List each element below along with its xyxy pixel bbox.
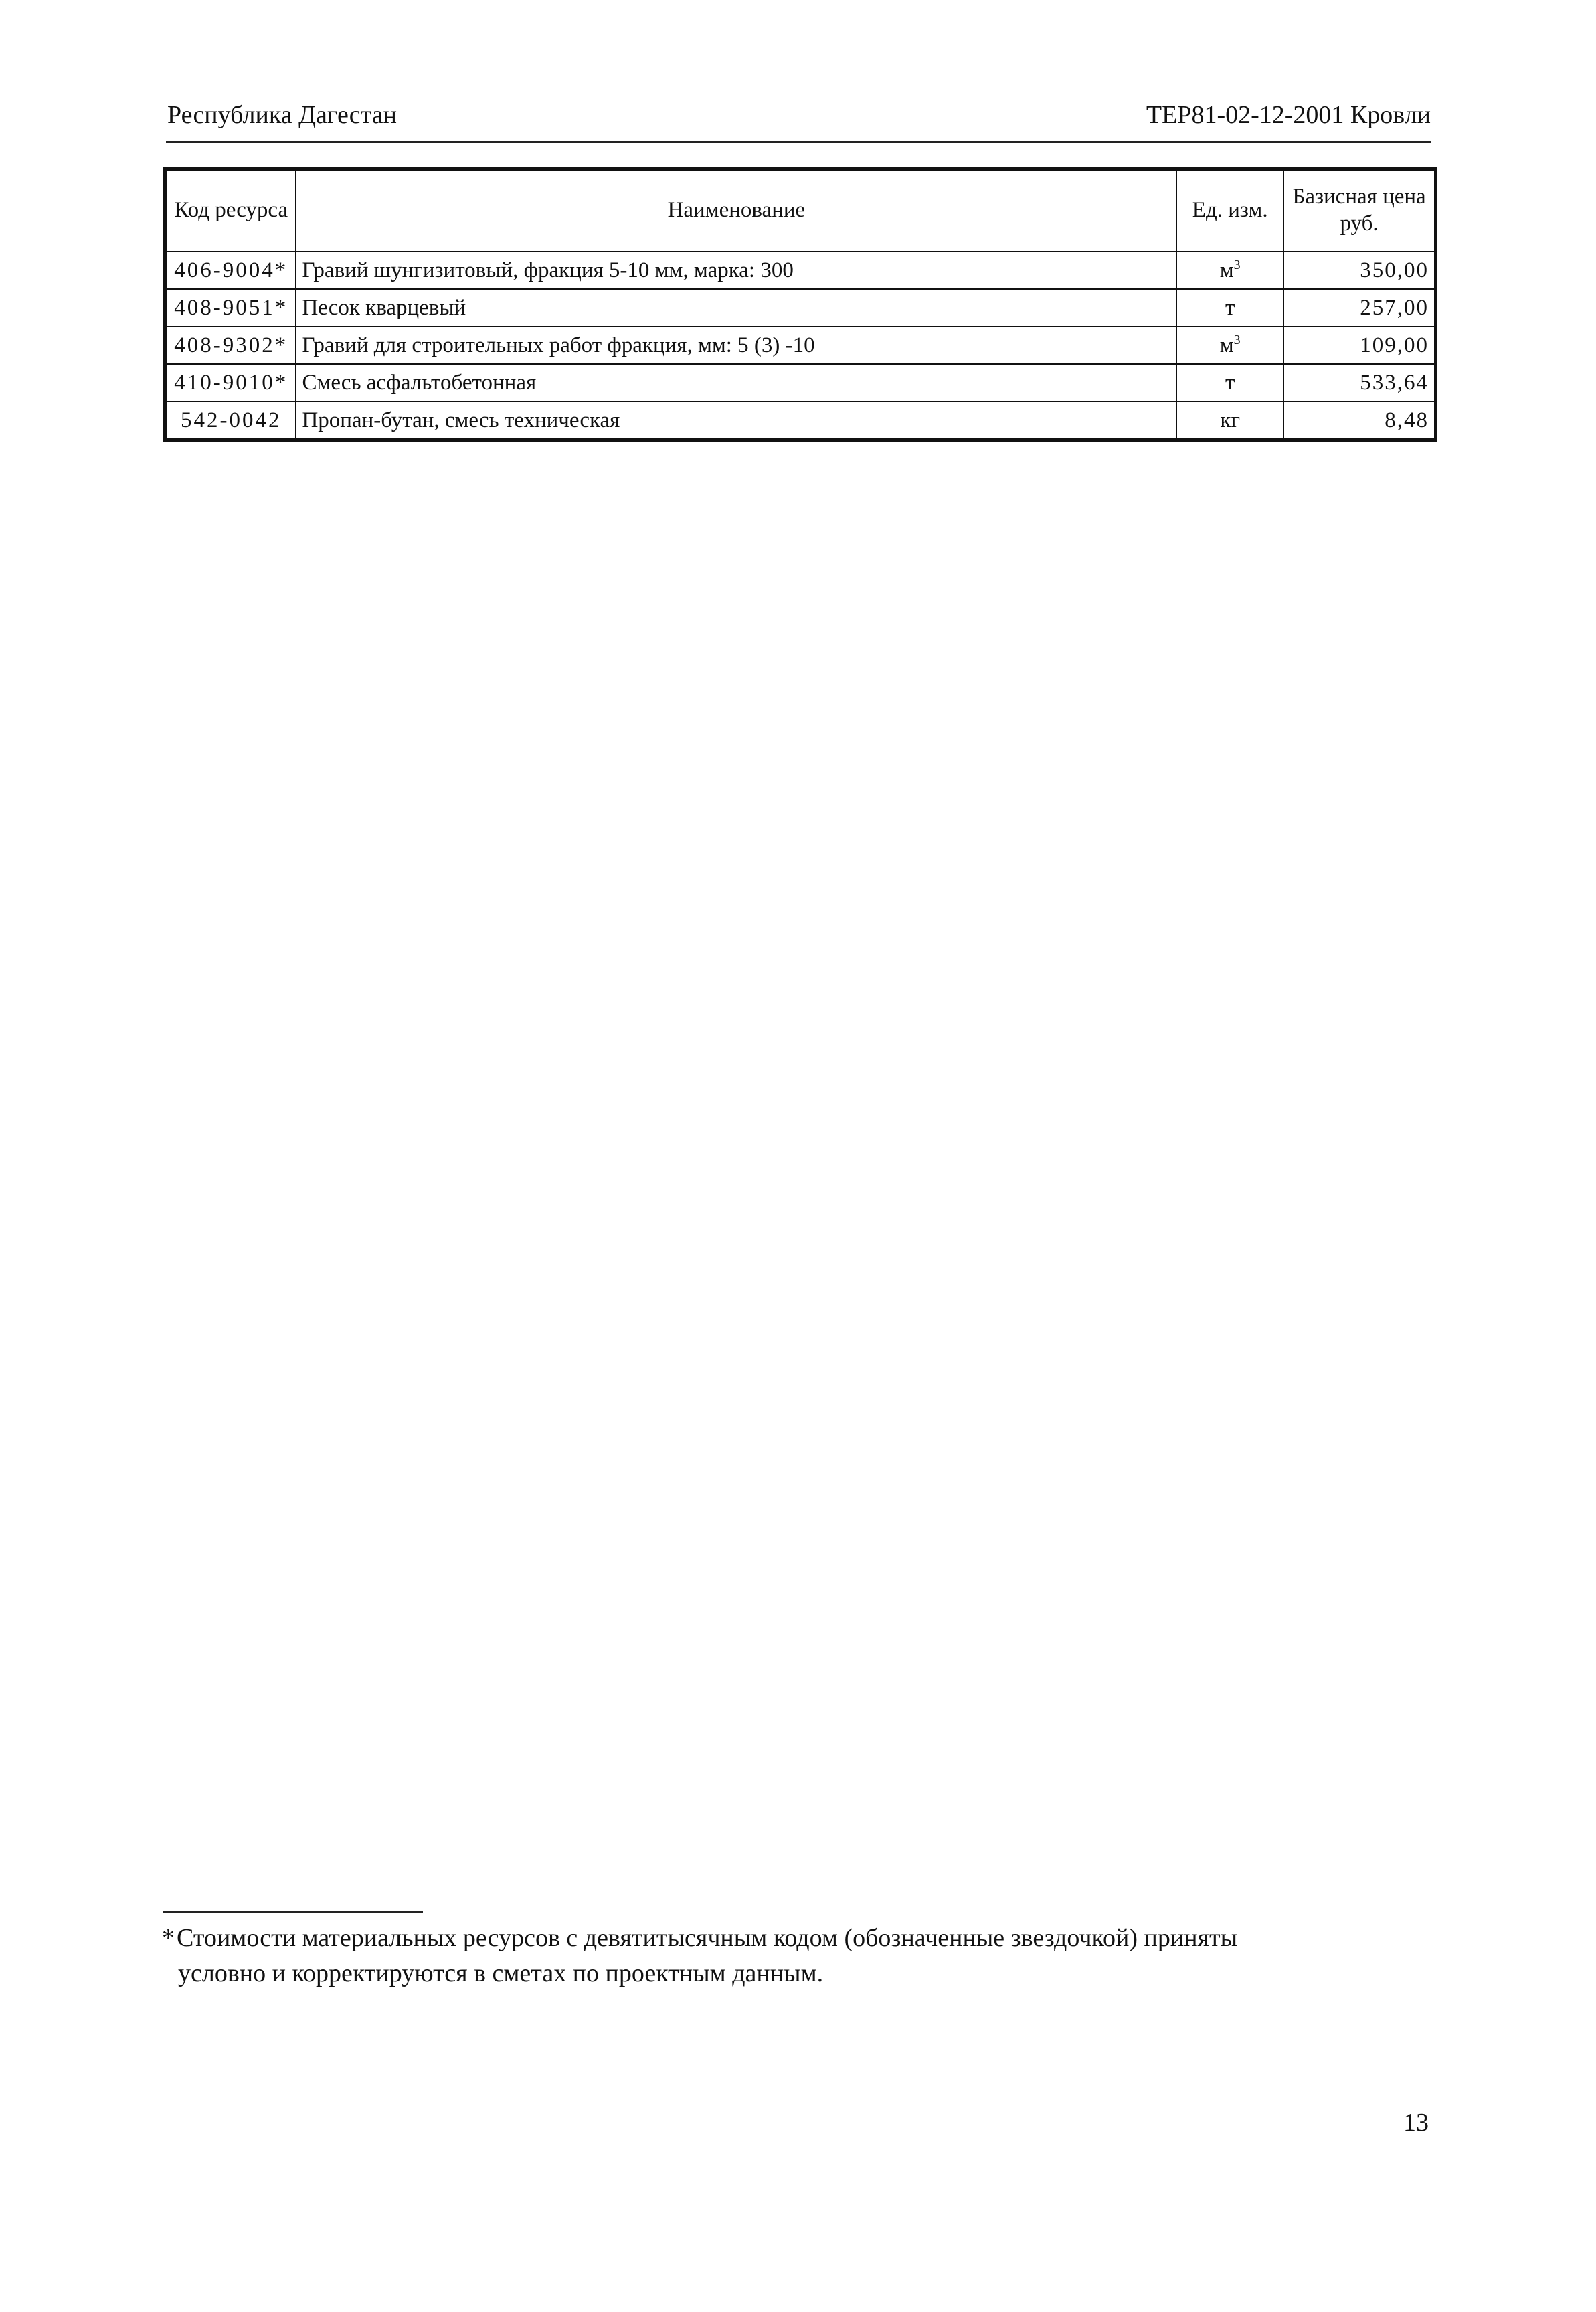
resource-price: 350,00 — [1283, 252, 1435, 289]
table-row — [165, 402, 1436, 440]
resource-code: 408-9051* — [165, 289, 296, 327]
unit-text: м — [1219, 258, 1234, 282]
table-row — [165, 252, 1436, 289]
resource-price: 109,00 — [1283, 327, 1435, 364]
footnote-text-1: Стоимости материальных ресурсов с девятитысячным кодом (обозначенные звездочкой) приняты — [177, 1924, 1238, 1952]
unit-text: м — [1219, 333, 1234, 357]
unit-text: т — [1225, 295, 1235, 320]
resource-unit — [1176, 289, 1283, 327]
table-row — [165, 327, 1436, 364]
resource-price: 8,48 — [1283, 402, 1435, 440]
footnote — [162, 1921, 1273, 1991]
resource-code: 408-9302* — [165, 327, 296, 364]
column-header-code: Код ресурса — [165, 169, 296, 252]
unit-text: кг — [1220, 408, 1240, 432]
column-header-unit: Ед. изм. — [1176, 169, 1283, 252]
table-row — [165, 364, 1436, 402]
resource-unit — [1176, 252, 1283, 289]
page-number: 13 — [1403, 2109, 1429, 2137]
resource-name: Песок кварцевый — [296, 289, 1176, 327]
footnote-asterisk: * — [162, 1924, 175, 1952]
header-document-code: ТЕР81-02-12-2001 Кровли — [1146, 101, 1431, 129]
column-header-price — [1283, 169, 1435, 252]
resource-unit — [1176, 402, 1283, 440]
resource-name: Пропан-бутан, смесь техническая — [296, 402, 1176, 440]
table-header-row — [165, 169, 1436, 252]
footnote-text-2: условно и корректируются в сметах по проектным данным. — [178, 1959, 824, 1987]
resource-code: 406-9004* — [165, 252, 296, 289]
resource-price: 257,00 — [1283, 289, 1435, 327]
resource-price-table — [163, 167, 1437, 442]
resource-name: Гравий для строительных работ фракция, мм: 5 (3) -10 — [296, 327, 1176, 364]
resource-name: Гравий шунгизитовый, фракция 5-10 мм, марка: 300 — [296, 252, 1176, 289]
resource-name: Смесь асфальтобетонная — [296, 364, 1176, 402]
resource-unit — [1176, 364, 1283, 402]
column-header-price-line1: Базисная цена — [1292, 185, 1426, 209]
unit-superscript: 3 — [1233, 332, 1241, 347]
column-header-price-line2: руб. — [1340, 211, 1379, 236]
header-divider — [166, 141, 1431, 143]
resource-code: 410-9010* — [165, 364, 296, 402]
resource-price: 533,64 — [1283, 364, 1435, 402]
footnote-divider — [163, 1911, 423, 1913]
resource-code: 542-0042 — [165, 402, 296, 440]
table-row — [165, 289, 1436, 327]
unit-superscript: 3 — [1233, 257, 1241, 272]
footnote-line-1 — [162, 1921, 1273, 1956]
resource-unit — [1176, 327, 1283, 364]
unit-text: т — [1225, 370, 1235, 395]
header-region: Республика Дагестан — [167, 101, 397, 129]
column-header-name: Наименование — [296, 169, 1176, 252]
